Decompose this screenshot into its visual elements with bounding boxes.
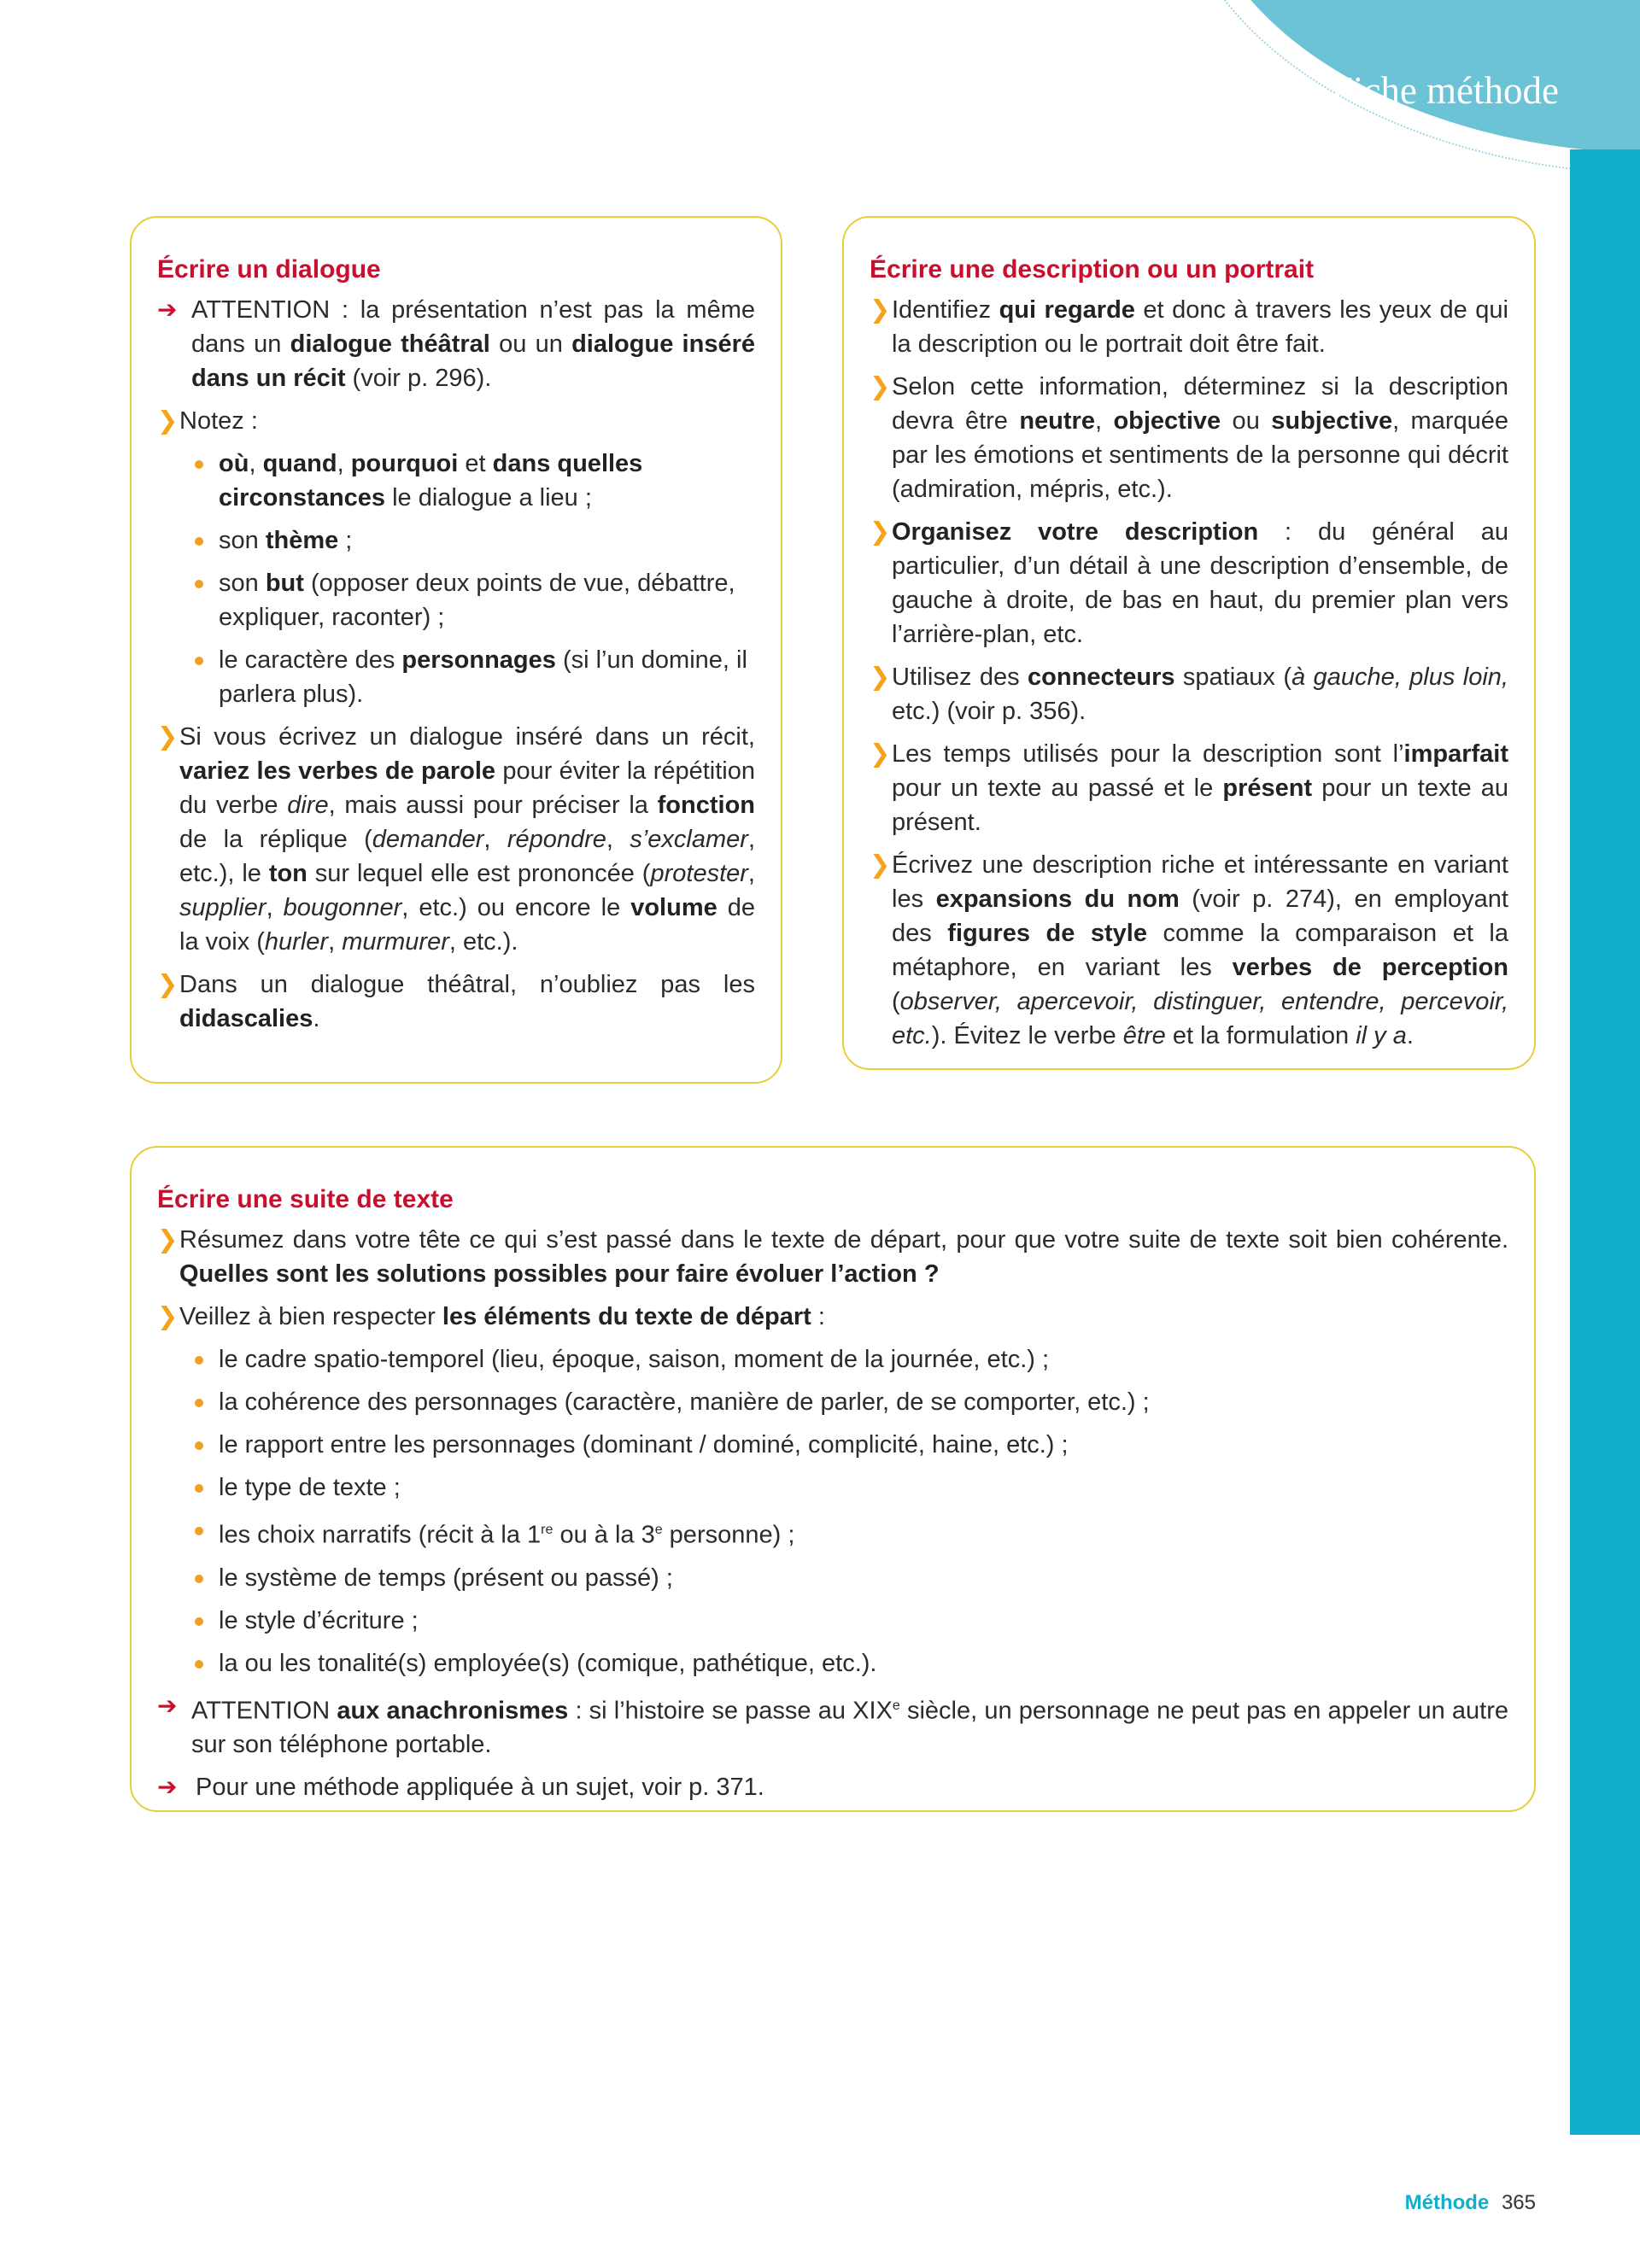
chevron-icon: ❯ xyxy=(870,663,891,691)
bullet-icon xyxy=(195,1356,203,1365)
chevron-icon: ❯ xyxy=(157,1303,179,1330)
box-dialogue xyxy=(130,216,782,1084)
page-number: 365 xyxy=(1501,2191,1536,2214)
box-description xyxy=(842,216,1536,1070)
bullet-icon xyxy=(195,1617,203,1626)
list-item: ➔ Pour une méthode appliquée à un sujet, voir p. 371. xyxy=(157,1770,1508,1804)
box-title: Écrire une suite de texte xyxy=(157,1185,454,1213)
chevron-icon: ❯ xyxy=(157,723,179,751)
chevron-icon: ❯ xyxy=(157,1226,179,1254)
list-item: ❯ Veillez à bien respecter les éléments du texte de départ : xyxy=(157,1300,1508,1334)
chevron-icon: ❯ xyxy=(870,373,891,400)
sub-item: son thème ; xyxy=(157,523,755,558)
arrow-icon: ➔ xyxy=(157,1692,178,1719)
bullet-icon xyxy=(195,1399,203,1407)
arrow-icon: ➔ xyxy=(157,296,178,323)
chevron-icon: ❯ xyxy=(870,851,891,879)
list-item: ➔ ATTENTION : la présentation n’est pas la même dans un dialogue théâtral ou un dialogue inséré dans un récit (voir p. 296). xyxy=(157,293,755,395)
bullet-icon xyxy=(195,580,203,588)
bullet-icon xyxy=(195,537,203,546)
sub-item: le style d’écriture ; xyxy=(157,1604,1508,1638)
bullet-icon xyxy=(195,1660,203,1669)
list-item: ❯ Utilisez des connecteurs spatiaux (à gauche, plus loin, etc.) (voir p. 356). xyxy=(870,660,1508,728)
page-footer xyxy=(1405,2191,1536,2215)
sub-item: le caractère des personnages (si l’un domine, il parlera plus). xyxy=(157,643,755,711)
sub-item: le rapport entre les personnages (dominant / dominé, complicité, haine, etc.) ; xyxy=(157,1428,1508,1462)
list-item: ➔ ATTENTION aux anachronismes : si l’histoire se passe au XIXe siècle, un personnage ne peut pas en appeler un autre sur son téléphone portable. xyxy=(157,1689,1508,1762)
arrow-icon: ➔ xyxy=(157,1774,178,1801)
sub-item: le cadre spatio-temporel (lieu, époque, saison, moment de la journée, etc.) ; xyxy=(157,1342,1508,1377)
list-item: ❯ Notez : xyxy=(157,404,755,438)
sub-item: la cohérence des personnages (caractère, manière de parler, de se comporter, etc.) ; xyxy=(157,1385,1508,1419)
bullet-icon xyxy=(195,1484,203,1493)
side-color-band xyxy=(1570,149,1640,2135)
bullet-icon xyxy=(195,1575,203,1583)
sub-item: le type de texte ; xyxy=(157,1470,1508,1505)
list-item: ❯ Organisez votre description : du général au particulier, d’un détail à une description d’ensemble, de gauche à droite, de bas en haut, du premier plan vers l’arrière-plan, etc. xyxy=(870,515,1508,652)
sub-item: son but (opposer deux points de vue, débattre, expliquer, raconter) ; xyxy=(157,566,755,634)
bullet-icon xyxy=(195,1441,203,1450)
chevron-icon: ❯ xyxy=(157,971,179,998)
box-title: Écrire une description ou un portrait xyxy=(870,255,1315,284)
list-item: ❯ Les temps utilisés pour la description sont l’imparfait pour un texte au passé et le présent pour un texte au présent. xyxy=(870,737,1508,839)
box-suite-de-texte xyxy=(130,1146,1536,1812)
bullet-icon xyxy=(195,657,203,665)
chevron-icon: ❯ xyxy=(157,407,179,435)
list-item: ❯ Selon cette information, déterminez si la description devra être neutre, objective ou subjective, marquée par les émotions et sentiments de la personne qui décrit (admiration, mépris, etc.). xyxy=(870,370,1508,506)
list-item: ❯ Dans un dialogue théâtral, n’oubliez pas les didascalies. xyxy=(157,967,755,1036)
box-title: Écrire un dialogue xyxy=(157,255,381,284)
page-title: Fiche méthode xyxy=(1331,69,1559,112)
chevron-icon: ❯ xyxy=(870,296,891,324)
sub-item: la ou les tonalité(s) employée(s) (comique, pathétique, etc.). xyxy=(157,1646,1508,1681)
sub-item: les choix narratifs (récit à la 1re ou à la 3e personne) ; xyxy=(157,1513,1508,1552)
list-item: ❯ Si vous écrivez un dialogue inséré dans un récit, variez les verbes de parole pour éviter la répétition du verbe dire, mais aussi pour préciser la fonction de la réplique (demander, répondre, s’exclamer, etc.), le ton sur lequel elle est prononcée (protester, supplier, bougonner, etc.) ou encore le volume de la voix (hurler, murmurer, etc.). xyxy=(157,720,755,959)
list-item: ❯ Résumez dans votre tête ce qui s’est passé dans le texte de départ, pour que votre suite de texte soit bien cohérente. Quelles sont les solutions possibles pour faire évoluer l’action ? xyxy=(157,1223,1508,1291)
chevron-icon: ❯ xyxy=(870,740,891,768)
bullet-icon xyxy=(195,1527,203,1535)
bullet-icon xyxy=(195,460,203,469)
chevron-icon: ❯ xyxy=(870,518,891,546)
sub-item: le système de temps (présent ou passé) ; xyxy=(157,1561,1508,1595)
footer-label: Méthode xyxy=(1404,2191,1490,2214)
list-item: ❯ Écrivez une description riche et intéressante en variant les expansions du nom (voir p. 274), en employant des figures de style comme la comparaison et la métaphore, en variant les verbes de perception (observer, apercevoir, distinguer, entendre, percevoir, etc.). Évitez le verbe être et la formulation il y a. xyxy=(870,848,1508,1053)
list-item: ❯ Identifiez qui regarde et donc à travers les yeux de qui la description ou le portrait doit être fait. xyxy=(870,293,1508,361)
sub-item: où, quand, pourquoi et dans quelles circonstances le dialogue a lieu ; xyxy=(157,447,755,515)
